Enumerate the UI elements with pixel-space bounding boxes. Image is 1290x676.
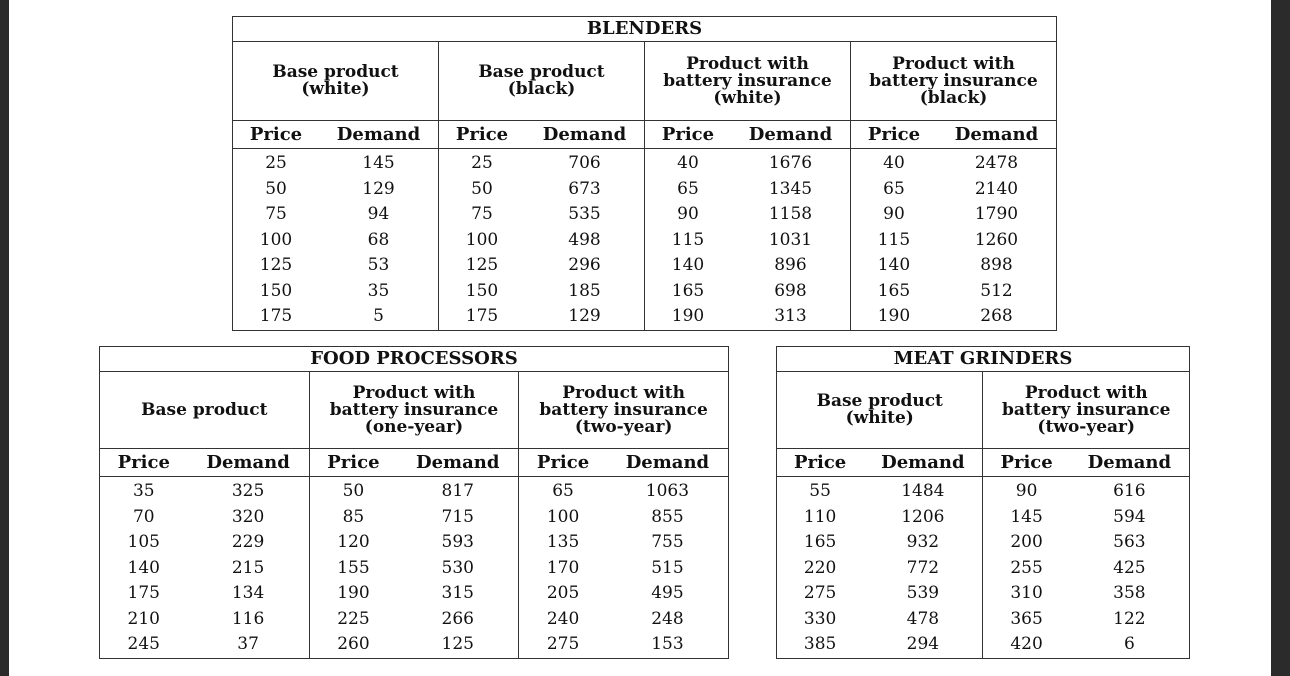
column-header-demand: Demand bbox=[319, 121, 438, 149]
column-header-demand: Demand bbox=[525, 121, 644, 149]
price-cell: 50 bbox=[265, 178, 287, 199]
group-header-line: (two-year) bbox=[574, 416, 673, 437]
demand-cell: 512 bbox=[980, 280, 1013, 301]
demand-cell: 122 bbox=[1113, 608, 1146, 629]
price-cell: 170 bbox=[519, 556, 607, 582]
demand-cell: 498 bbox=[568, 229, 601, 250]
group-header-line: Product with bbox=[1024, 382, 1148, 403]
group-header-line: Base product bbox=[141, 399, 268, 420]
price-cell: 245 bbox=[127, 634, 160, 655]
demand-cell: 129 bbox=[568, 306, 601, 327]
column-header-price: Price bbox=[438, 121, 525, 149]
price-cell: 165 bbox=[850, 279, 937, 305]
demand-cell: 698 bbox=[774, 280, 807, 301]
price-cell: 65 bbox=[644, 177, 731, 203]
price-cell: 140 bbox=[127, 557, 160, 578]
demand-cell: 772 bbox=[906, 557, 940, 578]
demand-cell: 1790 bbox=[974, 204, 1019, 225]
column-header-demand: Demand bbox=[863, 449, 983, 477]
table-row bbox=[777, 632, 1190, 658]
group-header-line: (white) bbox=[301, 79, 370, 99]
demand-cell: 594 bbox=[1113, 506, 1146, 527]
demand-cell: 325 bbox=[231, 481, 265, 502]
price-cell: 175 bbox=[259, 306, 293, 327]
price-cell: 115 bbox=[644, 228, 731, 254]
demand-cell: 817 bbox=[441, 481, 474, 502]
group-header-line: Product with bbox=[686, 53, 809, 74]
demand-cell: 898 bbox=[980, 255, 1013, 276]
table-row bbox=[100, 505, 729, 531]
price-cell: 275 bbox=[803, 583, 837, 604]
price-cell: 200 bbox=[983, 530, 1070, 556]
table-row bbox=[777, 607, 1190, 633]
table-title: FOOD PROCESSORS bbox=[100, 347, 729, 372]
price-cell: 140 bbox=[644, 253, 731, 279]
group-header-line: Product with bbox=[892, 53, 1015, 74]
demand-cell: 2140 bbox=[974, 178, 1019, 199]
column-header-demand: Demand bbox=[607, 449, 729, 477]
demand-cell: 313 bbox=[774, 306, 807, 327]
demand-cell: 706 bbox=[568, 153, 601, 174]
demand-cell: 1063 bbox=[645, 481, 690, 502]
demand-cell: 593 bbox=[441, 532, 474, 553]
table-row bbox=[777, 530, 1190, 556]
price-cell: 150 bbox=[259, 280, 293, 301]
demand-cell: 229 bbox=[231, 532, 265, 553]
price-cell: 90 bbox=[644, 202, 731, 228]
group-header bbox=[983, 372, 1190, 449]
group-header-line: (two-year) bbox=[1037, 416, 1136, 437]
demand-cell: 1676 bbox=[768, 153, 813, 174]
food-processors-table bbox=[99, 346, 729, 659]
price-cell: 420 bbox=[983, 632, 1070, 658]
price-cell: 35 bbox=[132, 481, 155, 502]
demand-cell: 296 bbox=[568, 255, 601, 276]
price-cell: 165 bbox=[803, 532, 837, 553]
demand-cell: 315 bbox=[441, 583, 474, 604]
table-row bbox=[100, 530, 729, 556]
group-header bbox=[777, 372, 983, 449]
column-header-price: Price bbox=[519, 449, 607, 477]
price-cell: 330 bbox=[803, 608, 837, 629]
demand-cell: 563 bbox=[1113, 532, 1146, 553]
viewer-right-border bbox=[1271, 0, 1290, 676]
table-row bbox=[777, 505, 1190, 531]
demand-cell: 932 bbox=[906, 532, 940, 553]
price-cell: 275 bbox=[519, 632, 607, 658]
column-header-demand: Demand bbox=[937, 121, 1057, 149]
group-header bbox=[519, 372, 729, 449]
demand-cell: 125 bbox=[441, 634, 474, 655]
demand-cell: 129 bbox=[362, 178, 395, 199]
price-cell: 145 bbox=[983, 505, 1070, 531]
price-cell: 115 bbox=[850, 228, 937, 254]
price-cell: 175 bbox=[438, 304, 525, 330]
price-cell: 190 bbox=[309, 581, 397, 607]
demand-cell: 855 bbox=[651, 506, 684, 527]
table-title: MEAT GRINDERS bbox=[777, 347, 1190, 372]
price-cell: 25 bbox=[265, 153, 287, 174]
price-cell: 135 bbox=[519, 530, 607, 556]
demand-cell: 185 bbox=[568, 280, 601, 301]
price-cell: 65 bbox=[850, 177, 937, 203]
price-cell: 310 bbox=[983, 581, 1070, 607]
demand-cell: 495 bbox=[651, 583, 684, 604]
group-header-line: battery insurance bbox=[663, 70, 832, 91]
demand-cell: 539 bbox=[906, 583, 940, 604]
blenders-table bbox=[232, 16, 1057, 331]
table-row bbox=[777, 556, 1190, 582]
column-header-price: Price bbox=[100, 449, 188, 477]
price-cell: 40 bbox=[644, 149, 731, 177]
meat-grinders-table bbox=[776, 346, 1190, 659]
price-cell: 40 bbox=[850, 149, 937, 177]
price-cell: 50 bbox=[309, 477, 397, 505]
demand-cell: 530 bbox=[441, 557, 474, 578]
table-title: BLENDERS bbox=[233, 17, 1057, 42]
group-header-line: Base product bbox=[272, 62, 399, 82]
demand-cell: 37 bbox=[237, 634, 259, 655]
column-header-price: Price bbox=[850, 121, 937, 149]
table-row bbox=[100, 632, 729, 658]
demand-cell: 755 bbox=[651, 532, 684, 553]
viewer-left-border bbox=[0, 0, 9, 676]
price-cell: 75 bbox=[265, 204, 287, 225]
price-cell: 140 bbox=[850, 253, 937, 279]
price-cell: 225 bbox=[309, 607, 397, 633]
demand-cell: 94 bbox=[367, 204, 390, 225]
price-cell: 75 bbox=[438, 202, 525, 228]
demand-cell: 1158 bbox=[768, 204, 813, 225]
column-header-demand: Demand bbox=[397, 449, 519, 477]
group-header-line: (white) bbox=[713, 87, 782, 108]
group-header bbox=[309, 372, 519, 449]
price-cell: 85 bbox=[309, 505, 397, 531]
price-cell: 25 bbox=[438, 149, 525, 177]
demand-cell: 2478 bbox=[974, 153, 1019, 174]
column-header-price: Price bbox=[644, 121, 731, 149]
demand-cell: 294 bbox=[906, 634, 940, 655]
demand-cell: 358 bbox=[1113, 583, 1146, 604]
group-header-line: (white) bbox=[845, 408, 914, 428]
demand-cell: 1260 bbox=[974, 229, 1019, 250]
price-cell: 125 bbox=[259, 255, 293, 276]
price-cell: 150 bbox=[438, 279, 525, 305]
demand-cell: 1345 bbox=[768, 178, 813, 199]
group-header-line: (black) bbox=[919, 87, 988, 108]
price-cell: 100 bbox=[519, 505, 607, 531]
price-cell: 70 bbox=[132, 506, 155, 527]
price-cell: 175 bbox=[127, 583, 160, 604]
price-cell: 65 bbox=[519, 477, 607, 505]
price-cell: 105 bbox=[127, 532, 160, 553]
group-header-line: battery insurance bbox=[1002, 399, 1171, 420]
demand-cell: 1031 bbox=[768, 229, 813, 250]
group-header-line: Product with bbox=[562, 382, 686, 403]
column-header-demand: Demand bbox=[731, 121, 850, 149]
demand-cell: 320 bbox=[231, 506, 265, 527]
group-header-line: (one-year) bbox=[364, 416, 464, 437]
table-row bbox=[233, 279, 1057, 305]
group-header-line: battery insurance bbox=[329, 399, 499, 420]
price-cell: 50 bbox=[438, 177, 525, 203]
demand-cell: 153 bbox=[651, 634, 684, 655]
table-row bbox=[100, 607, 729, 633]
price-cell: 385 bbox=[803, 634, 837, 655]
price-cell: 165 bbox=[644, 279, 731, 305]
demand-cell: 53 bbox=[367, 255, 390, 276]
table-row bbox=[100, 581, 729, 607]
price-cell: 155 bbox=[309, 556, 397, 582]
group-header-line: Base product bbox=[816, 391, 943, 411]
price-cell: 190 bbox=[644, 304, 731, 330]
demand-cell: 535 bbox=[568, 204, 601, 225]
group-header-line: battery insurance bbox=[539, 399, 708, 420]
demand-cell: 248 bbox=[651, 608, 684, 629]
group-header bbox=[644, 42, 850, 121]
group-header bbox=[438, 42, 644, 121]
group-header-line: battery insurance bbox=[869, 70, 1038, 91]
table-row bbox=[233, 177, 1057, 203]
demand-cell: 1206 bbox=[901, 506, 945, 527]
price-cell: 190 bbox=[850, 304, 937, 330]
price-cell: 100 bbox=[259, 229, 293, 250]
demand-cell: 68 bbox=[367, 229, 390, 250]
price-cell: 125 bbox=[438, 253, 525, 279]
demand-cell: 425 bbox=[1113, 557, 1146, 578]
demand-cell: 616 bbox=[1113, 481, 1146, 502]
demand-cell: 5 bbox=[373, 306, 384, 327]
column-header-price: Price bbox=[777, 449, 864, 477]
demand-cell: 715 bbox=[441, 506, 474, 527]
demand-cell: 116 bbox=[231, 608, 265, 629]
demand-cell: 266 bbox=[441, 608, 474, 629]
price-cell: 260 bbox=[309, 632, 397, 658]
price-cell: 55 bbox=[809, 481, 831, 502]
price-cell: 240 bbox=[519, 607, 607, 633]
table-row bbox=[777, 477, 1190, 505]
demand-cell: 35 bbox=[367, 280, 390, 301]
demand-cell: 1484 bbox=[901, 481, 945, 502]
demand-cell: 478 bbox=[906, 608, 940, 629]
price-cell: 220 bbox=[803, 557, 837, 578]
column-header-price: Price bbox=[309, 449, 397, 477]
demand-cell: 268 bbox=[980, 306, 1013, 327]
price-cell: 255 bbox=[983, 556, 1070, 582]
column-header-price: Price bbox=[233, 121, 320, 149]
table-row bbox=[100, 477, 729, 505]
demand-cell: 896 bbox=[774, 255, 807, 276]
column-header-demand: Demand bbox=[1070, 449, 1190, 477]
table-row bbox=[233, 253, 1057, 279]
group-header bbox=[233, 42, 439, 121]
group-header bbox=[100, 372, 310, 449]
price-cell: 90 bbox=[983, 477, 1070, 505]
demand-cell: 215 bbox=[231, 557, 265, 578]
price-cell: 210 bbox=[127, 608, 160, 629]
price-cell: 110 bbox=[803, 506, 837, 527]
price-cell: 100 bbox=[438, 228, 525, 254]
table-row bbox=[233, 202, 1057, 228]
table-row bbox=[233, 304, 1057, 330]
table-row bbox=[233, 228, 1057, 254]
group-header bbox=[850, 42, 1056, 121]
demand-cell: 134 bbox=[231, 583, 265, 604]
price-cell: 205 bbox=[519, 581, 607, 607]
group-header-line: Base product bbox=[478, 62, 605, 82]
demand-cell: 6 bbox=[1123, 634, 1135, 655]
column-header-price: Price bbox=[983, 449, 1070, 477]
table-row bbox=[233, 149, 1057, 177]
column-header-demand: Demand bbox=[188, 449, 310, 477]
demand-cell: 515 bbox=[651, 557, 684, 578]
table-row bbox=[100, 556, 729, 582]
group-header-line: (black) bbox=[507, 79, 576, 99]
demand-cell: 145 bbox=[362, 153, 395, 174]
price-cell: 120 bbox=[309, 530, 397, 556]
price-cell: 365 bbox=[983, 607, 1070, 633]
group-header-line: Product with bbox=[352, 382, 476, 403]
demand-cell: 673 bbox=[568, 178, 601, 199]
price-cell: 90 bbox=[850, 202, 937, 228]
table-row bbox=[777, 581, 1190, 607]
